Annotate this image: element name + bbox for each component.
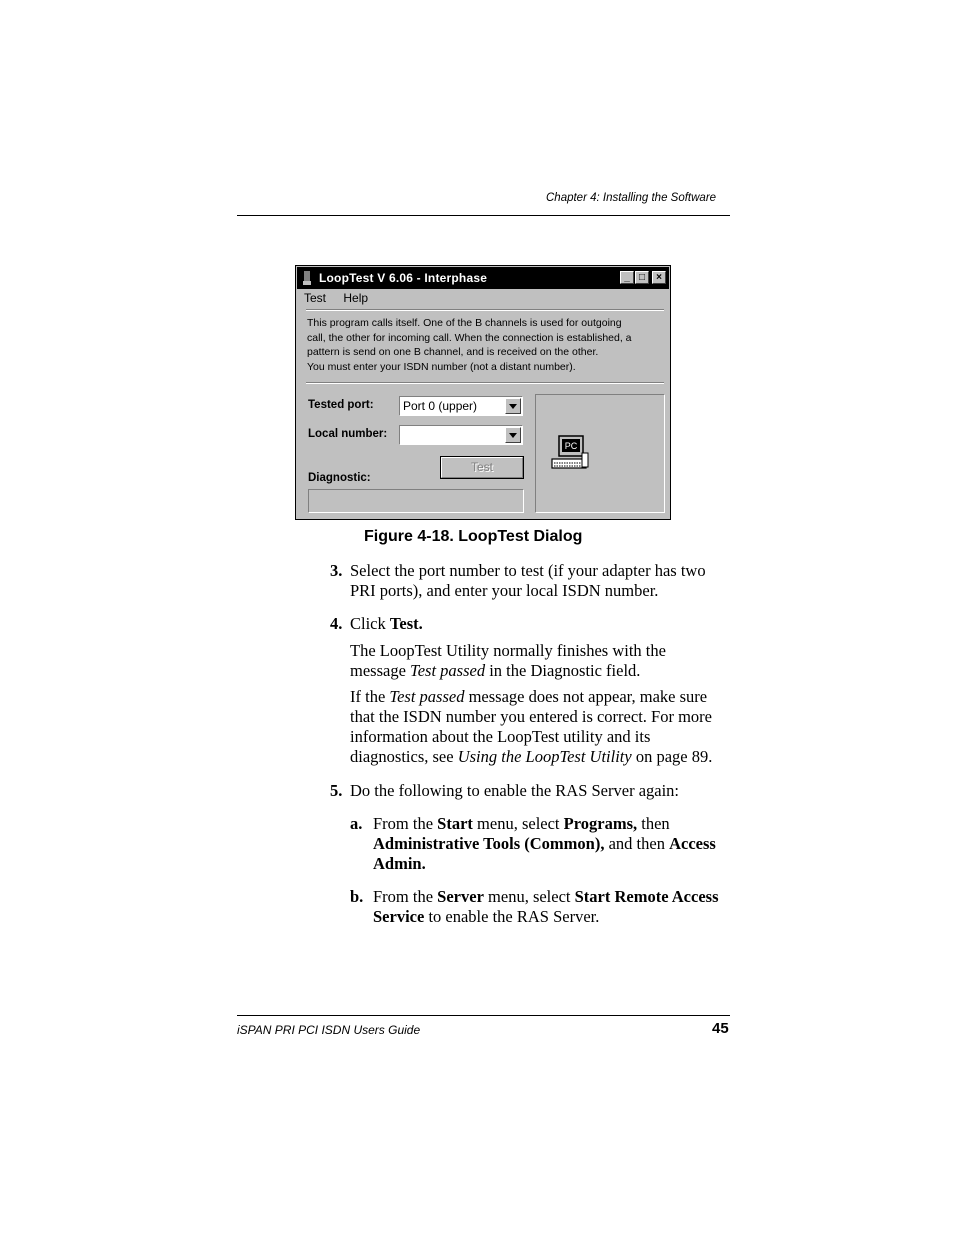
text-line <box>350 747 712 767</box>
dialog-title: LoopTest V 6.06 - Interphase <box>319 271 488 285</box>
step-number: 3. <box>330 561 343 580</box>
chevron-down-icon[interactable] <box>505 398 521 414</box>
substep-letter: b. <box>350 887 364 906</box>
figure-caption: Figure 4-18. LoopTest Dialog <box>364 528 583 545</box>
paragraph-troubleshoot <box>350 687 712 767</box>
text-run: menu, select <box>483 887 575 906</box>
app-icon <box>302 270 312 286</box>
looptest-dialog <box>295 265 671 520</box>
menu-bar <box>304 291 382 305</box>
step-number: 4. <box>330 614 343 633</box>
info-separator <box>306 382 664 384</box>
text-bold: Server <box>437 887 484 906</box>
text-run: If the <box>350 687 390 706</box>
tested-port-value: Port 0 (upper) <box>403 399 478 413</box>
local-number-select[interactable] <box>399 425 523 445</box>
menu-test[interactable]: Test <box>304 291 327 305</box>
diagnostic-field <box>308 489 524 513</box>
step-4-text <box>350 614 423 634</box>
diagnostic-label: Diagnostic: <box>308 472 371 484</box>
text-run: menu, select <box>472 814 564 833</box>
running-header: Chapter 4: Installing the Software <box>546 192 717 204</box>
text-run: and then <box>604 834 670 853</box>
paragraph-result <box>350 641 666 681</box>
text-bold: Start Remote Access <box>574 887 719 906</box>
text-run: to enable the RAS Server. <box>424 907 600 926</box>
text-line <box>373 907 718 927</box>
text-run: on page 89. <box>631 747 713 766</box>
text-bold: Administrative Tools (Common), <box>373 834 605 853</box>
text-line <box>350 687 712 707</box>
tested-port-label: Tested port: <box>308 399 374 411</box>
text-line <box>373 814 716 834</box>
header-rule <box>237 215 730 216</box>
text-line <box>373 854 716 874</box>
close-button[interactable]: × <box>652 271 666 284</box>
step-number: 5. <box>330 781 343 800</box>
substep-b-text <box>373 887 718 927</box>
test-button[interactable]: Test <box>440 456 524 479</box>
text-run: then <box>637 814 670 833</box>
text-run: Click <box>350 614 390 633</box>
text-bold: Test. <box>389 614 423 633</box>
info-line: This program calls itself. One of the B channels is used for outgoing <box>307 317 622 329</box>
text-bold: Programs, <box>563 814 638 833</box>
step-3-text <box>350 561 706 601</box>
footer-guide-title: iSPAN PRI PCI ISDN Users Guide <box>237 1023 421 1037</box>
text-bold: Start <box>437 814 473 833</box>
chevron-down-icon[interactable] <box>505 427 521 443</box>
text-bold: Access <box>669 834 716 853</box>
info-line: pattern is send on one B channel, and is received on the other. <box>307 346 599 358</box>
text-line <box>373 887 718 907</box>
page-number: 45 <box>712 1020 729 1037</box>
text-run: diagnostics, see <box>350 747 458 766</box>
substep-letter: a. <box>350 814 363 833</box>
local-number-label: Local number: <box>308 428 388 440</box>
pc-icon-label: PC <box>564 441 578 451</box>
menu-separator <box>306 309 664 311</box>
text-line: information about the LoopTest utility and its <box>350 727 651 746</box>
dialog-titlebar <box>297 267 669 289</box>
menu-help[interactable]: Help <box>343 291 369 305</box>
text-line <box>350 661 666 681</box>
text-line: The LoopTest Utility normally finishes with the <box>350 641 666 660</box>
text-run: message <box>350 661 411 680</box>
text-run: message does not appear, make sure <box>464 687 708 706</box>
footer-rule <box>237 1015 730 1016</box>
tested-port-select[interactable] <box>399 396 523 416</box>
status-panel <box>535 394 665 513</box>
text-run: From the <box>373 814 438 833</box>
text-italic: Test passed <box>410 661 486 680</box>
text-run: From the <box>373 887 438 906</box>
text-line <box>373 834 716 854</box>
text-bold: Admin. <box>373 854 426 873</box>
step-5-text: Do the following to enable the RAS Server again: <box>350 781 680 800</box>
text-italic: Using the LoopTest Utility <box>457 747 632 766</box>
text-line: PRI ports), and enter your local ISDN number. <box>350 581 659 600</box>
info-line: You must enter your ISDN number (not a distant number). <box>307 360 576 373</box>
substep-a-text <box>373 814 716 874</box>
text-line: Select the port number to test (if your adapter has two <box>350 561 706 580</box>
pc-icon <box>550 435 590 471</box>
text-bold: Service <box>373 907 425 926</box>
text-line: that the ISDN number you entered is correct. For more <box>350 707 712 726</box>
maximize-button[interactable]: □ <box>635 271 649 284</box>
info-line: call, the other for incoming call. When the connection is established, a <box>307 331 632 344</box>
minimize-button[interactable]: _ <box>620 271 634 284</box>
info-text <box>307 316 667 374</box>
text-italic: Test passed <box>389 687 465 706</box>
text-run: in the Diagnostic field. <box>485 661 641 680</box>
